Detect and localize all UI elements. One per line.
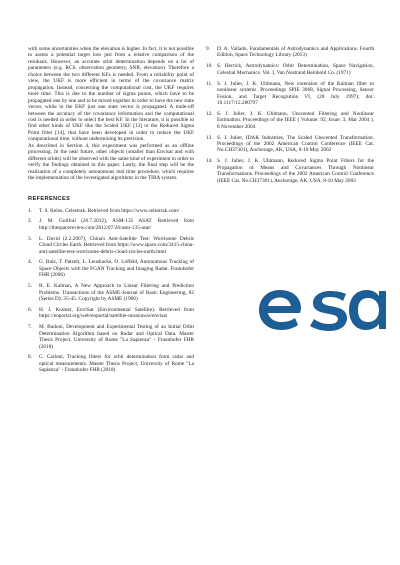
reference-item: [28, 324, 194, 350]
references-heading: REFERENCES: [28, 195, 71, 202]
reference-item: [28, 208, 194, 214]
reference-text: S. J. Julier, J. K. Uhlmann, Unscented Filtering and Nonlinear Estimation. Proceedings of the IEEE ( Volume: 92, Issue: 3, Mar 2004 ), 8 November 2004: [217, 110, 374, 130]
reference-item: [28, 307, 194, 320]
body-paragraph: with some uncertainties when the elevation is higher. In fact, it is not possible to assess a potential target loss just from a relative comparison of the residuals. However, an accurate orbit determination depends on a lot of parameters (e.g. RCS, observation geometry, SNR, elevation). Therefore a choice between the two different KFs is needed. From a reliability point of view, the UKF is more efficient in terms of the covariance matrix propagation. Instead, concerning the computational cost, the UKF requires more time. This is due to the number of sigma points, which have to be propagated one by one and to be mixed together in order to have the new state vector, while in the EKF just one state vector is propagated. A trade-off between the accuracy of the covariance information and the computational cost is needed in order to select the best KF. In the literature, it is possible to find other kinds of UKF like the Scaled UKF [13] or the Reduced Sigma Point filter [14], that have been developed in order to reduce the UKF computational time, without undermining its precision.: [28, 46, 194, 143]
reference-number: 14.: [206, 158, 213, 165]
reference-item: [28, 218, 194, 231]
reference-text: S. J. Julier, J. K. Uhlmann, Reduced Sigma Point Filters for the Propagation of Means and Covariances Through Nonlinear Transformations. Proceedings of the 2002 American Control Conference (IEEE Cat. No.CH37301), Anchorage, AK, USA, 8-10 May 2002: [217, 158, 374, 184]
reference-number: 5.: [28, 283, 32, 290]
body-paragraph-2: As described in Section 4, this experiment was performed as an offline processing. In the near future, other objects (smaller than Envisat and with different orbits) will be observed with the same kind of experiment in order to verify the findings obtained in this paper. Lastly, the final step will be the realization of a completely autonomous real time procedure, which requires the implementation of the investigated algorithms in the TIRA system.: [28, 142, 194, 182]
reference-number: 12.: [206, 110, 213, 117]
reference-item: [28, 283, 194, 302]
references-list-right: [206, 46, 374, 184]
reference-item: [28, 259, 194, 278]
reference-number: 11.: [206, 80, 213, 87]
reference-item: [206, 81, 374, 107]
reference-number: 4.: [28, 259, 32, 266]
reference-number: 1.: [28, 207, 32, 214]
reference-number: 9.: [206, 46, 210, 52]
left-column: [28, 46, 194, 378]
esa-logo: [258, 288, 386, 332]
reference-text: S. Herrick, Astrodynamics: Orbit Determination, Space Navigation, Celestial Mechanics. Vol. I, Van Nostrand Reinhold Co. (1971): [217, 63, 374, 76]
reference-item: [206, 135, 374, 154]
reference-text: H. J. Kramer, EnviSat (Environmental Satellite). Retrieved from https://eoportal.org/web/eoportal/satellite-missions/e/envisat: [39, 306, 194, 320]
reference-item: [206, 63, 374, 76]
reference-number: 2.: [28, 218, 32, 225]
reference-text: S. J. Julier, J. K. Uhlmann, New extension of the Kalman filter to nonlinear systems. Proceedings SPIE 3068, Signal Processing, Sensor Fusion, and Target Recognition VI, (28 July 1997); doi: 10.1117/12.280797: [217, 80, 374, 106]
references-list-left: [28, 208, 194, 374]
reference-number: 10.: [206, 63, 213, 70]
reference-text: D. A. Vallado, Fundamentals of Astrodynamics and Applications. Fourth Edition, Space Technology Library (2013): [217, 46, 374, 59]
reference-number: 3.: [28, 235, 32, 242]
reference-item: [206, 158, 374, 184]
reference-item: [28, 236, 194, 255]
reference-text: T. S. Kelso, Celestrak. Retrieved from https://www.celestrak.com/: [39, 207, 180, 214]
reference-text: R. E. Kalman, A New Approach to Linear Filtering and Prediction Problems. Transactions of the ASME-Journal of Basic Engineering, 82 (Series D): 35-45. Copyright by ASME (1960): [39, 283, 194, 303]
reference-number: 8.: [28, 354, 32, 361]
right-column: [206, 46, 374, 189]
reference-item: [206, 46, 374, 59]
reference-text: C. Carloni, Tracking filters for orbit determination from radar and optical measurements. Master Thesis Project, University of Rome "La Sapienza" - Fraunhofer FHR (2018): [39, 354, 194, 374]
reference-number: 13.: [206, 134, 213, 141]
reference-number: 7.: [28, 324, 32, 331]
reference-text: G. Ruiz, T. Patzelt, L. Leushacke, O. Loffeld, Autonomous Tracking of Space Objects with the FGAN Tracking and Imaging Radar. Fraunhofer FHR (2006): [39, 259, 194, 279]
reference-text: J. M. Guilfoil (26.7.2012), ASM-135 ASAT. Retrieved from http://thespacereview.com/2012/07/26/asm-135-asat/: [39, 218, 194, 231]
reference-text: S. J. Julier, IDAK Industries, The Scaled Unscented Transformation. Proceedings of the 2002 American Control Conference (IEEE Cat. No.CH37301), Anchorage, AK, USA, 8-10 May 2002: [217, 134, 374, 154]
reference-item: [206, 111, 374, 130]
reference-text: M. Budoni, Development and Experimental Testing of an Initial Orbit Determination Algorithm based on Radar and Optical Data. Master Thesis Project, University of Rome "La Sapienza" - Fraunhofer FHR (2018): [39, 324, 194, 350]
reference-item: [28, 354, 194, 373]
reference-number: 6.: [28, 306, 32, 313]
reference-text: L. David (2.2.2007), China's Anti-Satellite Test: Worrisome Debris Cloud Circles Earth. Retrieved from https://www.space.com/3415-china-anti-satellite-test-worrisome-debris-cloud-circles-earth.html: [39, 235, 194, 255]
